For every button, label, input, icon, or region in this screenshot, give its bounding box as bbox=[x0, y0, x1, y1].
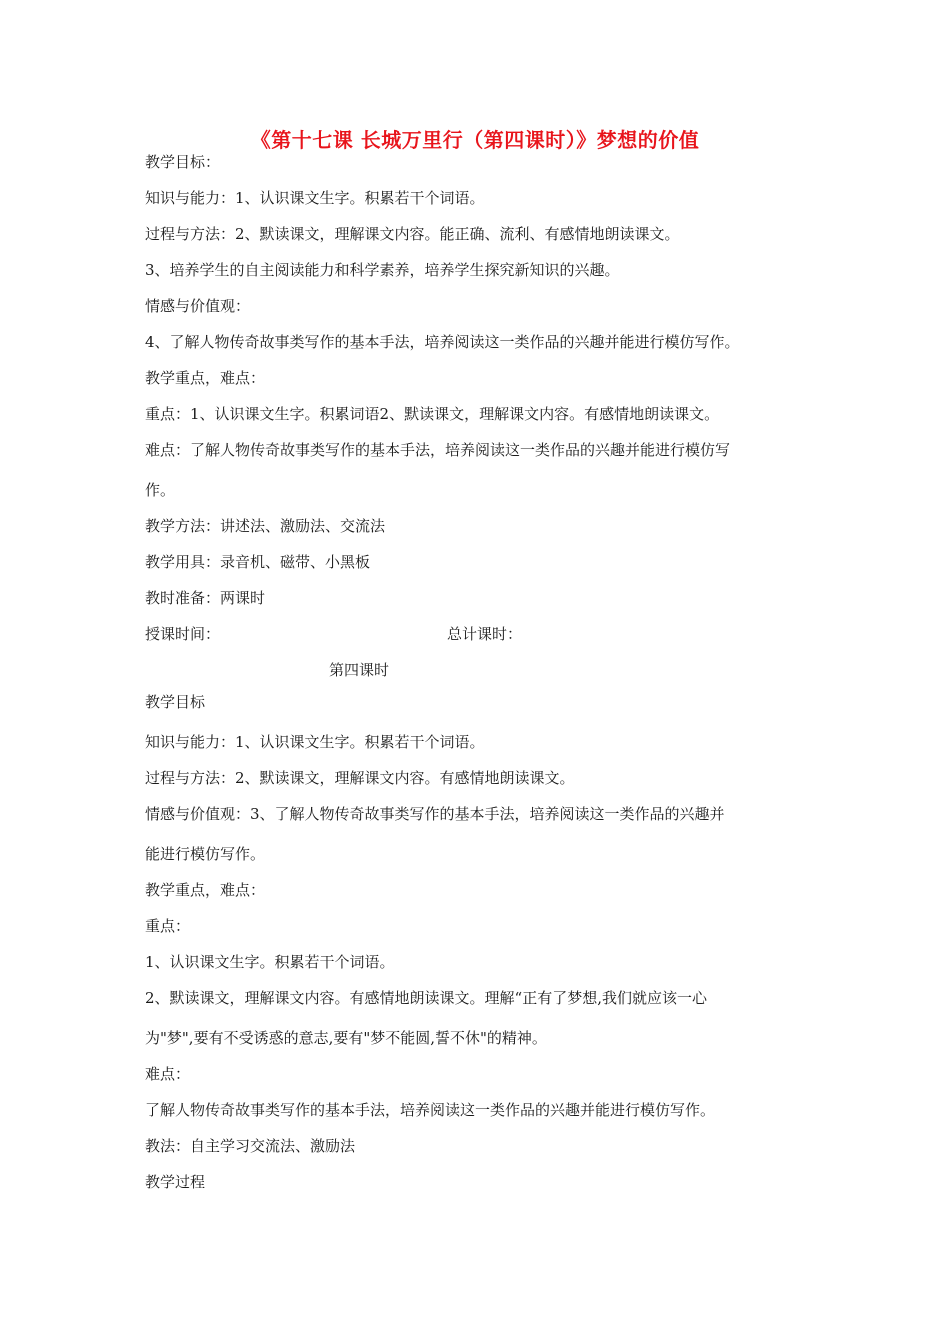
text-line: 过程与方法：2、默读课文，理解课文内容。有感情地朗读课文。 bbox=[145, 769, 575, 787]
text-line: 了解人物传奇故事类写作的基本手法，培养阅读这一类作品的兴趣并能进行模仿写作。 bbox=[145, 1101, 716, 1119]
text-line: 教学目标 bbox=[145, 693, 206, 711]
text-line: 知识与能力：1、认识课文生字。积累若干个词语。 bbox=[145, 733, 485, 751]
section-heading: 第四课时 bbox=[329, 661, 390, 679]
text-line: 知识与能力：1、认识课文生字。积累若干个词语。 bbox=[145, 189, 485, 207]
text-line: 难点： bbox=[145, 1065, 191, 1083]
text-line: 作。 bbox=[145, 481, 176, 499]
text-line: 教法：自主学习交流法、激励法 bbox=[145, 1137, 356, 1155]
text-line: 教学重点，难点： bbox=[145, 369, 266, 387]
text-line: 1、认识课文生字。积累若干个词语。 bbox=[145, 953, 395, 971]
text-line: 情感与价值观： bbox=[145, 297, 251, 315]
text-line: 教学重点，难点： bbox=[145, 881, 266, 899]
text-line: 能进行模仿写作。 bbox=[145, 845, 266, 863]
text-line: 教学目标： bbox=[145, 153, 221, 171]
text-line: 难点：了解人物传奇故事类写作的基本手法，培养阅读这一类作品的兴趣并能进行模仿写 bbox=[145, 441, 731, 459]
text-line: 3、培养学生的自主阅读能力和科学素养，培养学生探究新知识的兴趣。 bbox=[145, 261, 620, 279]
text-line: 2、默读课文，理解课文内容。有感情地朗读课文。理解“正有了梦想,我们就应该一心 bbox=[145, 989, 707, 1007]
text-line: 重点：1、认识课文生字。积累词语2、默读课文，理解课文内容。有感情地朗读课文。 bbox=[145, 405, 720, 423]
text-line: 教学用具：录音机、磁带、小黑板 bbox=[145, 553, 371, 571]
text-line: 4、了解人物传奇故事类写作的基本手法，培养阅读这一类作品的兴趣并能进行模仿写作。 bbox=[145, 333, 740, 351]
text-line: 情感与价值观：3、了解人物传奇故事类写作的基本手法，培养阅读这一类作品的兴趣并 bbox=[145, 805, 725, 823]
text-line: 过程与方法：2、默读课文，理解课文内容。能正确、流利、有感情地朗读课文。 bbox=[145, 225, 680, 243]
text-line: 教学方法：讲述法、激励法、交流法 bbox=[145, 517, 386, 535]
text-line: 为"梦",要有不受诱惑的意志,要有"梦不能圆,誓不休"的精神。 bbox=[145, 1029, 547, 1047]
text-line: 重点： bbox=[145, 917, 191, 935]
total-hours-label: 总计课时： bbox=[447, 625, 523, 643]
text-line: 教时准备：两课时 bbox=[145, 589, 266, 607]
text-line: 教学过程 bbox=[145, 1173, 206, 1191]
text-line: 授课时间： bbox=[145, 625, 221, 643]
document-title: 《第十七课 长城万里行（第四课时）》梦想的价值 bbox=[250, 128, 700, 152]
